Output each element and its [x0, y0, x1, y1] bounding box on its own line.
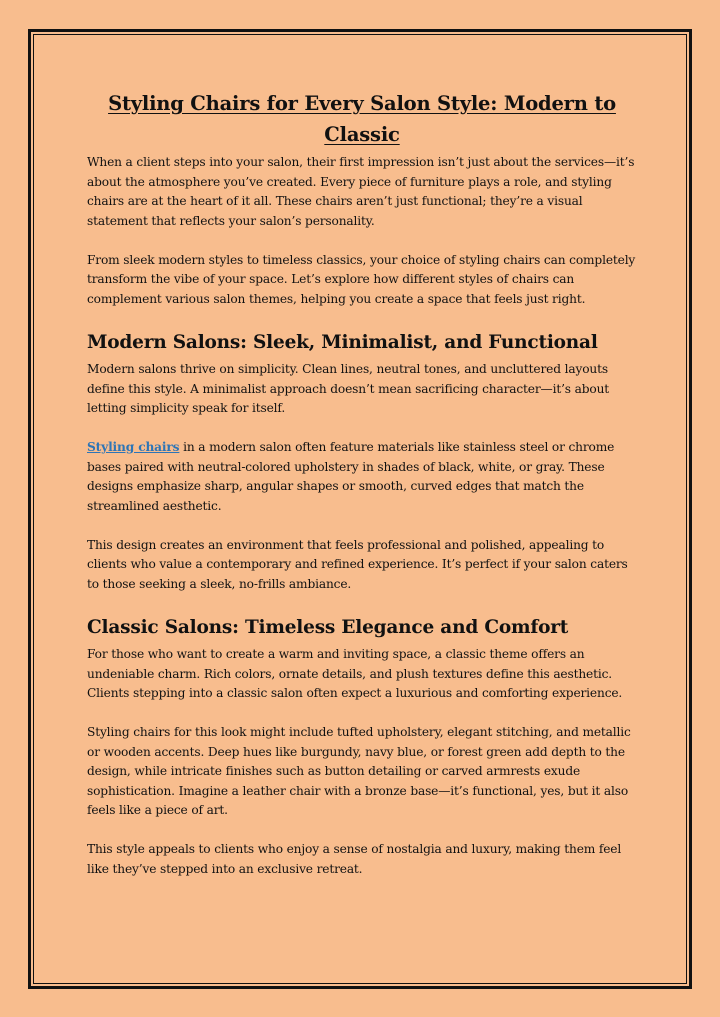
modern-paragraph-2-text: in a modern salon often feature materials like stainless steel or chrome bases paired with neutral-colored upholstery in shades of black, white, or gray. These designs emphasize sharp, angular shapes or smooth, curved edges that match the streamlined aesthetic.	[87, 440, 615, 513]
modern-paragraph-2	[87, 438, 637, 516]
classic-section-heading: Classic Salons: Timeless Elegance and Comfort	[87, 617, 569, 638]
intro-paragraph-1: When a client steps into your salon, their first impression isn’t just about the services—it’s about the atmosphere you’ve created. Every piece of furniture plays a role, and styling chairs are at the heart of it all. These chairs aren’t just functional; they’re a visual statement that reflects your salon’s personality.	[87, 155, 635, 228]
document-body	[87, 88, 637, 899]
page-title: Styling Chairs for Every Salon Style: Modern to Classic	[108, 92, 616, 146]
modern-paragraph-1: Modern salons thrive on simplicity. Clean lines, neutral tones, and uncluttered layouts define this style. A minimalist approach doesn’t mean sacrificing character—it’s about letting simplicity speak for itself.	[87, 362, 610, 415]
classic-paragraph-1: For those who want to create a warm and inviting space, a classic theme offers an undeniable charm. Rich colors, ornate details, and plush textures define this aesthetic. Clients stepping into a classic salon often expect a luxurious and comforting experience.	[87, 647, 623, 700]
intro-paragraph-2: From sleek modern styles to timeless classics, your choice of styling chairs can completely transform the vibe of your space. Let’s explore how different styles of chairs can complement various salon themes, helping you create a space that feels just right.	[87, 252, 636, 306]
modern-section-heading: Modern Salons: Sleek, Minimalist, and Functional	[87, 332, 598, 353]
modern-paragraph-3: This design creates an environment that feels professional and polished, appealing to clients who value a contemporary and refined experience. It’s perfect if your salon caters to those seeking a sleek, no-frills ambiance.	[87, 537, 628, 591]
styling-chairs-link[interactable]: Styling chairs	[87, 440, 180, 454]
classic-paragraph-2: Styling chairs for this look might include tufted upholstery, elegant stitching, and metallic or wooden accents. Deep hues like burgundy, navy blue, or forest green add depth to the design, while intricate finishes such as button detailing or carved armrests exude sophistication. Imagine a leather chair with a bronze base—it’s functional, yes, but it also feels like a piece of art.	[87, 725, 631, 817]
classic-paragraph-3: This style appeals to clients who enjoy a sense of nostalgia and luxury, making them feel like they’ve stepped into an exclusive retreat.	[87, 842, 622, 876]
